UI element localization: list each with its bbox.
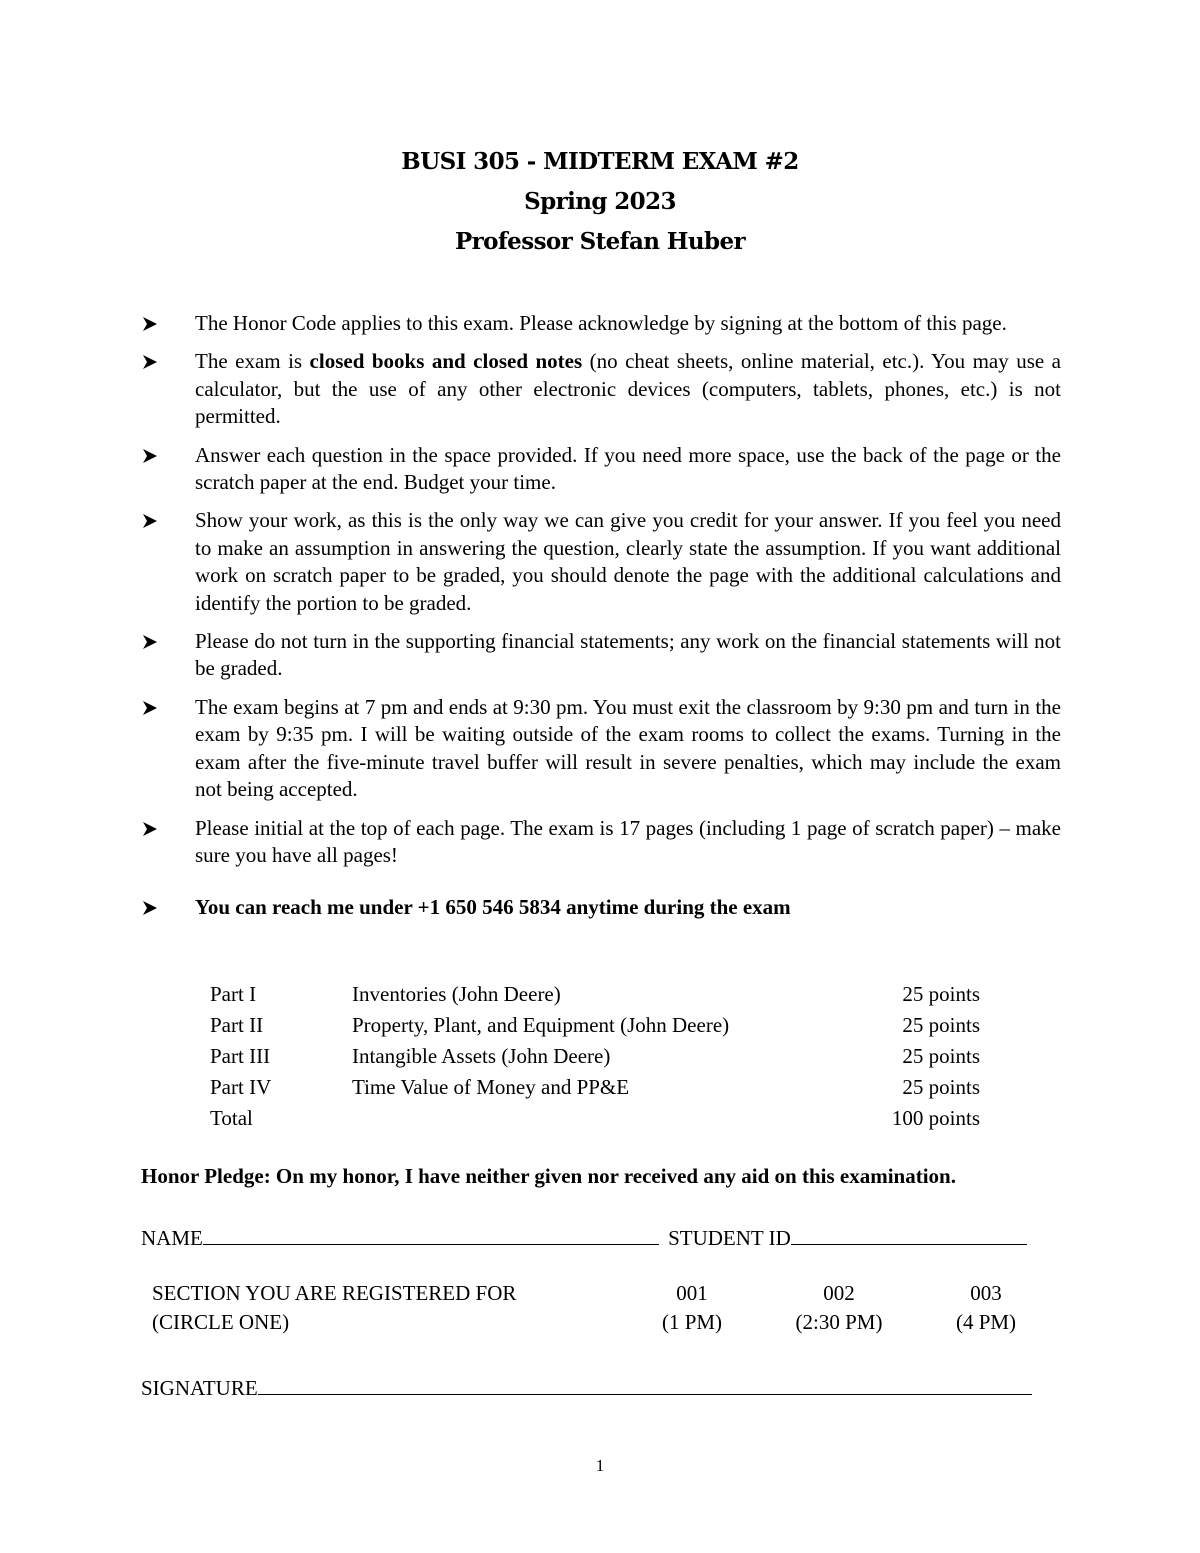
instruction-emphasis: closed books and closed notes (309, 349, 583, 374)
contact-item (141, 894, 1061, 921)
section-time: (2:30 PM) (795, 1310, 883, 1334)
table-row (210, 1042, 980, 1073)
signature-row (141, 1372, 1032, 1402)
instruction-item (141, 348, 1061, 430)
instruction-text: Please initial at the top of each page. The exam is 17 pages (including 1 page of scratch paper) – make sure you have all pages! (195, 815, 1061, 867)
section-option-002[interactable] (776, 1279, 902, 1337)
table-row (210, 980, 980, 1011)
section-code: 002 (823, 1281, 855, 1305)
part-description: Time Value of Money and PP&E (352, 1075, 630, 1099)
part-description: Intangible Assets (John Deere) (352, 1044, 611, 1068)
section-label-line: (CIRCLE ONE) (152, 1310, 290, 1334)
part-label: Part II (210, 1013, 264, 1037)
name-id-row (141, 1222, 1027, 1252)
arrowhead-bullet-icon (141, 512, 159, 530)
instruction-item (141, 694, 1061, 804)
instruction-item (141, 507, 1061, 617)
instruction-item (141, 310, 1061, 337)
instruction-text: The exam begins at 7 pm and ends at 9:30 pm. You must exit the classroom by 9:30 pm and turn in the exam by 9:35 pm. I will be waiting outside of the exam rooms to collect the exams. Turning in the exam after the five-minute travel buffer will result in severe penalties, which may include the exam not being accepted. (195, 694, 1061, 802)
arrowhead-bullet-icon (141, 315, 159, 333)
arrowhead-bullet-icon (141, 633, 159, 651)
instruction-text: The exam is (195, 349, 310, 374)
part-description: Inventories (John Deere) (352, 982, 561, 1006)
arrowhead-bullet-icon (141, 447, 159, 465)
instruction-text: Please do not turn in the supporting financial statements; any work on the financial statements will not be graded. (195, 629, 1061, 681)
arrowhead-bullet-icon (141, 353, 159, 371)
student-id-label: STUDENT ID (668, 1226, 791, 1250)
instruction-text: Answer each question in the space provided. If you need more space, use the back of the page or the scratch paper at the end. Budget your time. (195, 442, 1061, 495)
section-label (152, 1279, 516, 1337)
signature-label: SIGNATURE (141, 1376, 258, 1400)
instruction-text: The Honor Code applies to this exam. Please acknowledge by signing at the bottom of this page. (195, 311, 1007, 335)
part-label: Part I (210, 982, 257, 1006)
arrowhead-bullet-icon (141, 820, 159, 838)
section-code: 003 (970, 1281, 1002, 1305)
part-points: 25 points (902, 1044, 980, 1068)
honor-pledge: Honor Pledge: On my honor, I have neither given nor received any aid on this examination. (141, 1164, 956, 1188)
signature-blank[interactable] (258, 1372, 1032, 1395)
table-row (210, 1011, 980, 1042)
instruction-item (141, 815, 1061, 870)
part-points: 100 points (891, 1106, 980, 1130)
part-points: 25 points (902, 1075, 980, 1099)
professor-name: Professor Stefan Huber (454, 228, 746, 255)
instruction-item (141, 442, 1061, 497)
section-label-line: SECTION YOU ARE REGISTERED FOR (152, 1281, 517, 1305)
student-id-blank[interactable] (791, 1222, 1027, 1245)
page-number: 1 (595, 1456, 605, 1475)
contact-text: You can reach me under +1 650 546 5834 anytime during the exam (195, 895, 791, 920)
arrowhead-bullet-icon (141, 699, 159, 717)
table-row-total (210, 1104, 980, 1135)
parts-table (210, 980, 980, 1135)
name-blank[interactable] (203, 1222, 659, 1245)
instruction-item (141, 628, 1061, 683)
instructions-list (141, 310, 1061, 933)
name-label: NAME (141, 1226, 203, 1250)
course-title: BUSI 305 - MIDTERM EXAM #2 (401, 148, 799, 175)
arrowhead-bullet-icon (141, 899, 159, 917)
instruction-text: Show your work, as this is the only way we can give you credit for your answer. If you feel you need to make an assumption in answering the question, clearly state the assumption. If you want additional work on scratch paper to be graded, you should denote the page with the additional calculations and identify the portion to be graded. (195, 508, 1061, 615)
section-option-003[interactable] (936, 1279, 1036, 1337)
part-points: 25 points (902, 1013, 980, 1037)
part-description: Property, Plant, and Equipment (John Deere) (352, 1013, 730, 1037)
section-option-001[interactable] (642, 1279, 742, 1337)
section-code: 001 (676, 1281, 708, 1305)
table-row (210, 1073, 980, 1104)
section-time: (4 PM) (955, 1310, 1017, 1334)
instruction-text: (no cheat sheets, online material, etc.). You may use a calculator, but the use of any other electronic devices (computers, tablets, phones, etc.) is not permitted. (195, 349, 1061, 429)
part-label: Total (210, 1106, 253, 1130)
part-points: 25 points (902, 982, 980, 1006)
exam-header (0, 142, 1200, 262)
part-label: Part III (210, 1044, 271, 1068)
section-time: (1 PM) (661, 1310, 723, 1334)
part-label: Part IV (210, 1075, 272, 1099)
term: Spring 2023 (524, 188, 676, 215)
